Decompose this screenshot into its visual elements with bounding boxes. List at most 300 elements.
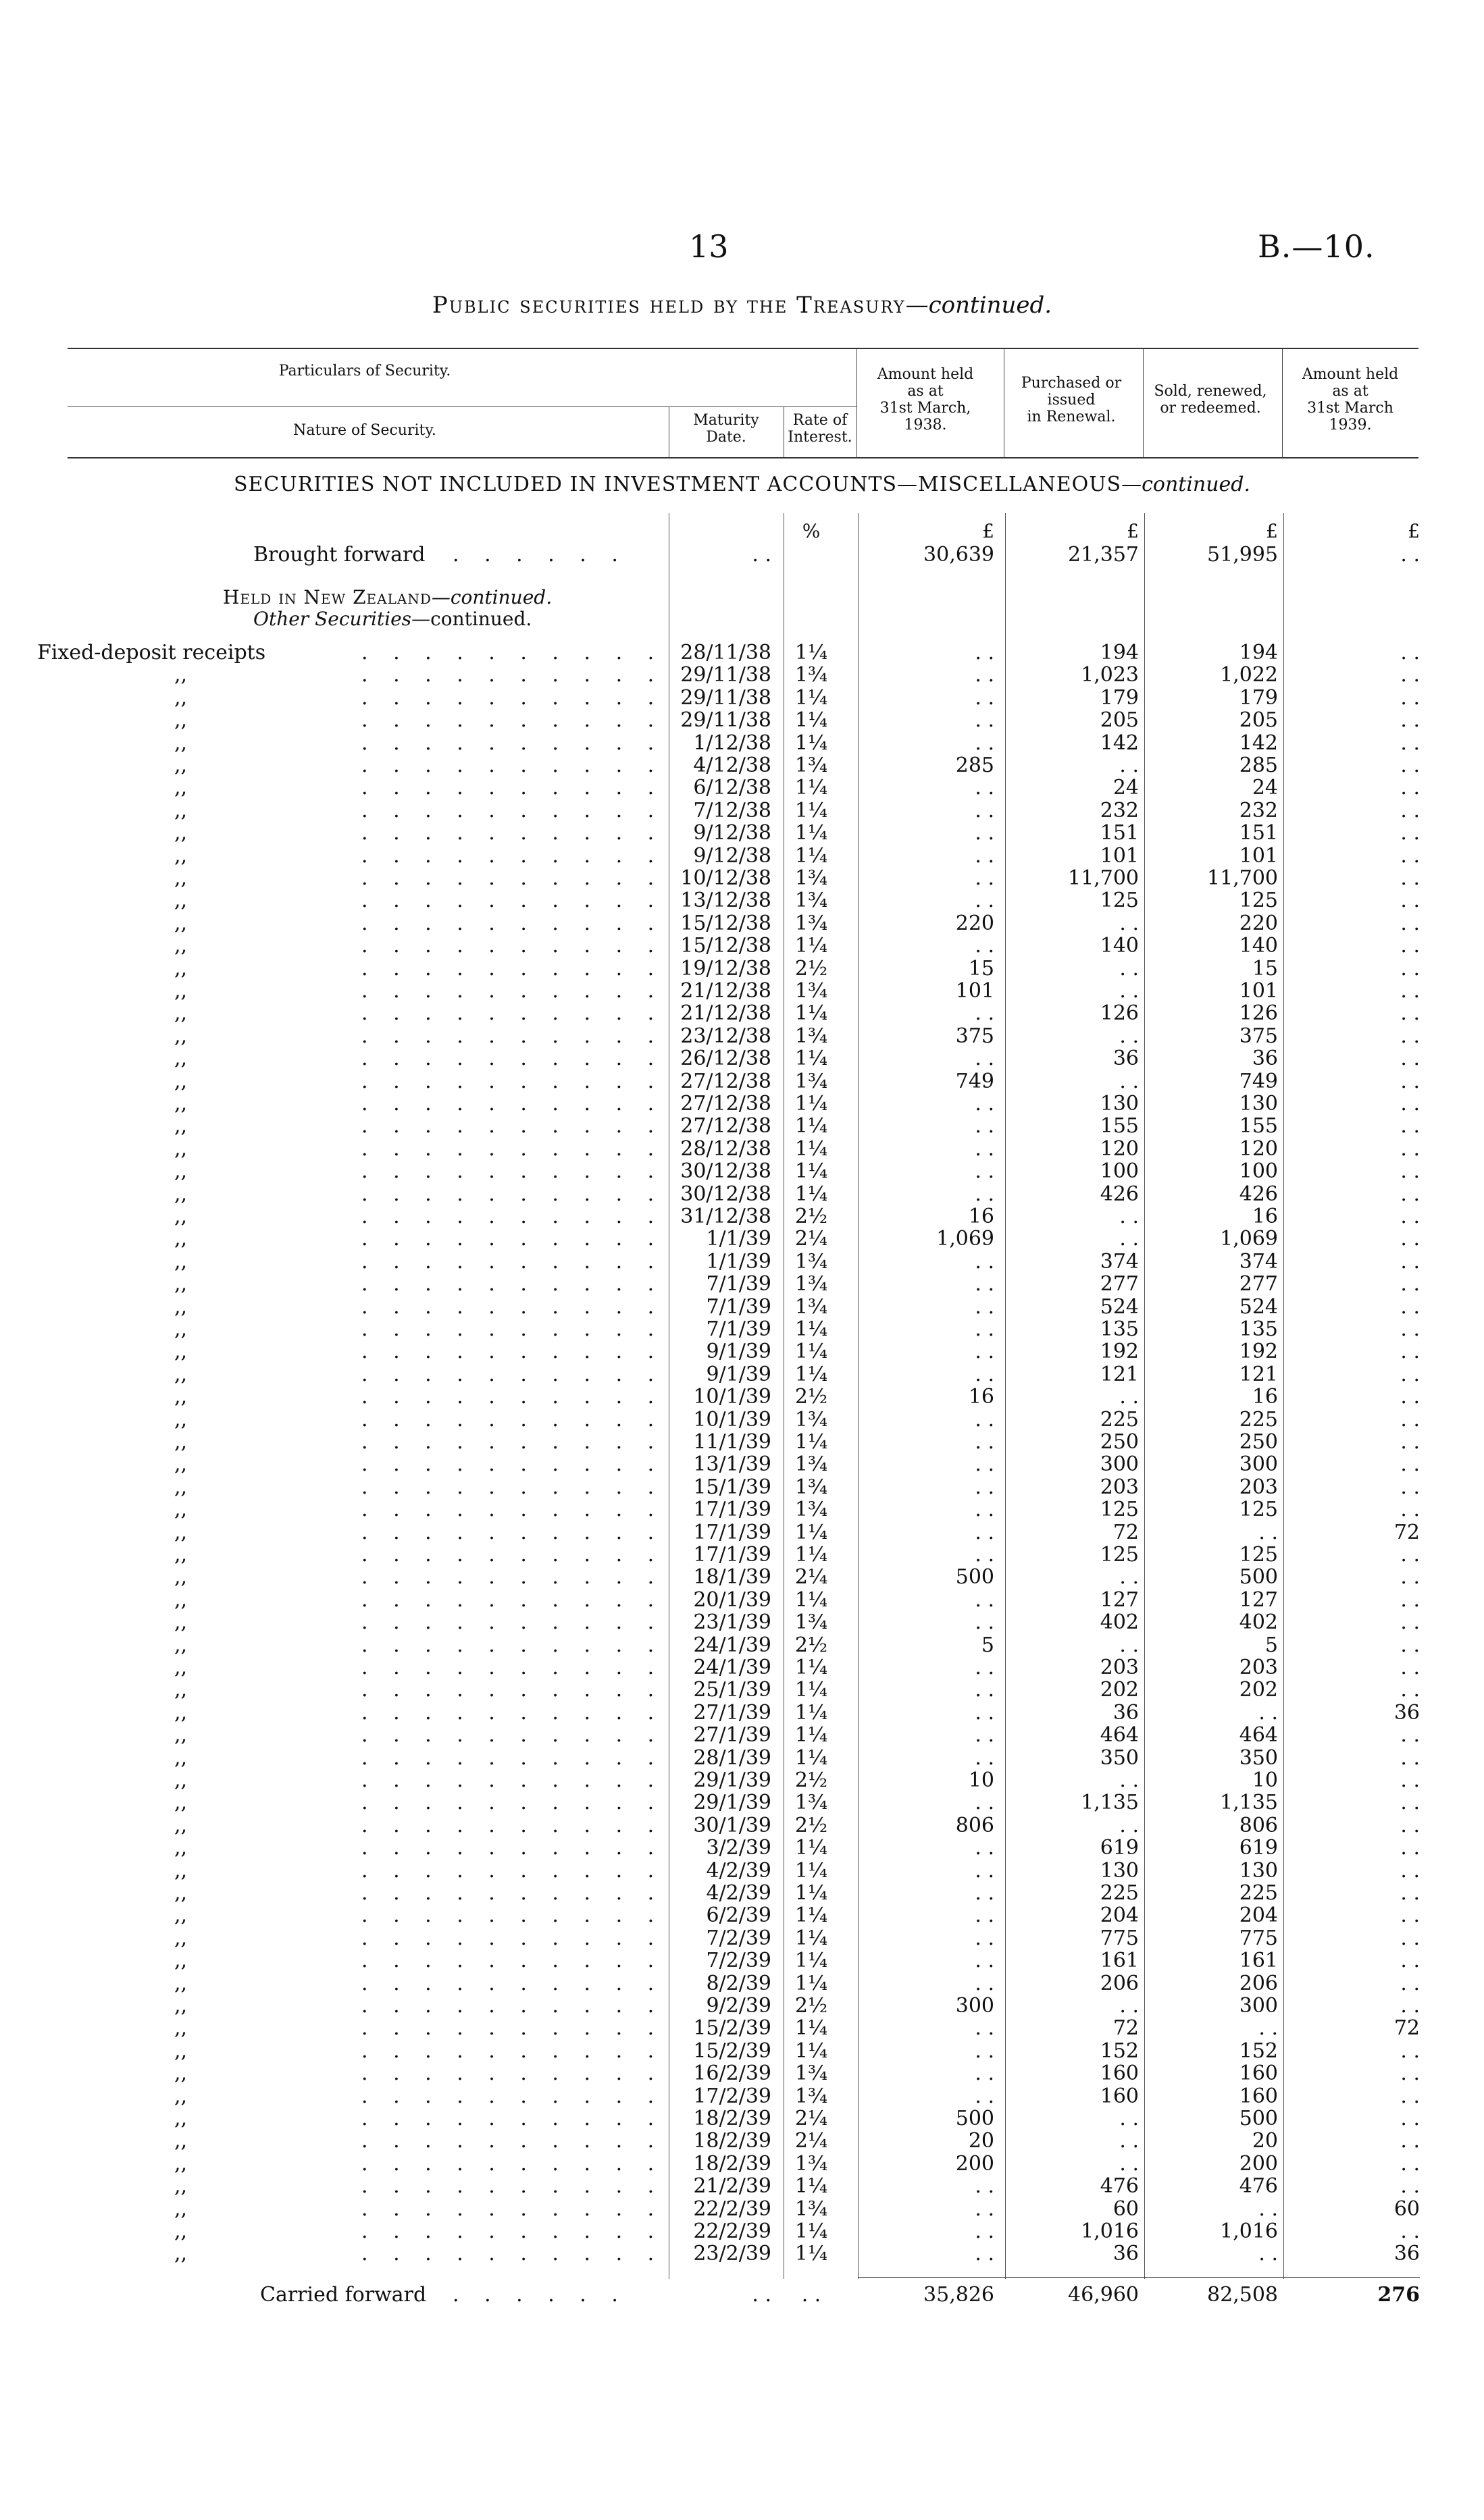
amount-held-1939: . . bbox=[1400, 2220, 1420, 2243]
amount-held-1938: . . bbox=[975, 1858, 994, 1883]
purchased-amount: . . bbox=[1119, 2151, 1139, 2176]
header-amount-1938: Amount held as at 31st March, 1938. bbox=[877, 366, 974, 434]
leader-dots: . . . . . . . . . . bbox=[361, 1904, 664, 1928]
sold-amount: . . bbox=[1258, 2016, 1278, 2041]
currency-row: % £ £ £ £ bbox=[802, 520, 1420, 542]
sold-amount: 350 bbox=[1239, 1745, 1278, 1770]
amount-held-1939: . . bbox=[1400, 1543, 1420, 1567]
maturity-date: 3/2/39 bbox=[706, 1836, 771, 1860]
table-row bbox=[0, 2040, 1484, 2062]
interest-rate: 1¾ bbox=[794, 1610, 828, 1635]
purchased-amount: . . bbox=[1119, 754, 1139, 777]
sold-amount: 250 bbox=[1239, 1430, 1278, 1454]
maturity-date: 23/2/39 bbox=[693, 2242, 771, 2266]
leader-dots: . . . . . . . . . . bbox=[361, 685, 664, 710]
purchased-amount: 205 bbox=[1100, 708, 1139, 733]
sold-amount: 126 bbox=[1239, 1001, 1278, 1026]
purchased-amount: 232 bbox=[1100, 798, 1139, 822]
amount-held-1938: . . bbox=[975, 1340, 994, 1364]
purchased-amount: 476 bbox=[1100, 2174, 1139, 2199]
purchased-amount: 125 bbox=[1100, 1498, 1139, 1522]
sold-amount: 277 bbox=[1239, 1272, 1278, 1296]
interest-rate: 1¼ bbox=[794, 1047, 828, 1071]
ditto-mark: ,, bbox=[174, 2197, 188, 2221]
maturity-date: 21/12/38 bbox=[680, 979, 771, 1003]
amount-held-1939: . . bbox=[1400, 1791, 1420, 1815]
ditto-mark: ,, bbox=[174, 1949, 188, 1973]
sold-amount: . . bbox=[1258, 1700, 1278, 1725]
leader-dots: . . . . . . . . . . bbox=[361, 1791, 664, 1815]
amount-held-1939: . . bbox=[1400, 1836, 1420, 1860]
sold-amount: 374 bbox=[1239, 1249, 1278, 1274]
sold-amount: 125 bbox=[1239, 1498, 1278, 1522]
amount-held-1938: . . bbox=[975, 2174, 994, 2199]
table-row bbox=[0, 799, 1484, 822]
amount-held-1939: . . bbox=[1400, 1114, 1420, 1138]
maturity-date: 8/2/39 bbox=[706, 1971, 771, 1995]
table-row bbox=[0, 1769, 1484, 1791]
maturity-date: 23/12/38 bbox=[680, 1024, 771, 1048]
interest-rate: 1¼ bbox=[794, 1430, 828, 1454]
purchased-amount: . . bbox=[1119, 1069, 1139, 1093]
purchased-amount: 300 bbox=[1100, 1452, 1139, 1477]
table-row bbox=[0, 1296, 1484, 1318]
ditto-mark: ,, bbox=[174, 1317, 188, 1341]
purchased-amount: 36 bbox=[1112, 1047, 1139, 1071]
amount-held-1938: . . bbox=[975, 934, 994, 958]
amount-held-1939: . . bbox=[1400, 1317, 1420, 1341]
sold-amount: 220 bbox=[1239, 911, 1278, 935]
purchased-amount: 125 bbox=[1100, 1543, 1139, 1567]
leader-dots: . . . . . . . . . . bbox=[361, 1159, 664, 1184]
sold-amount: 192 bbox=[1239, 1340, 1278, 1364]
sold-amount: 749 bbox=[1239, 1069, 1278, 1093]
sold-amount: 426 bbox=[1239, 1182, 1278, 1206]
maturity-date: 31/12/38 bbox=[680, 1205, 771, 1228]
purchased-amount: 225 bbox=[1100, 1407, 1139, 1432]
sold-amount: 206 bbox=[1239, 1971, 1278, 1995]
sold-amount: 500 bbox=[1239, 1565, 1278, 1590]
interest-rate: 1¼ bbox=[794, 1904, 828, 1928]
amount-held-1939: . . bbox=[1400, 1656, 1420, 1679]
purchased-amount: . . bbox=[1119, 1385, 1139, 1409]
leader-dots: . . . . . . . . . . bbox=[361, 776, 664, 800]
interest-rate: 2½ bbox=[794, 1813, 828, 1837]
amount-held-1939: . . bbox=[1400, 1362, 1420, 1386]
table-row bbox=[0, 1566, 1484, 1588]
purchased-amount: 179 bbox=[1100, 685, 1139, 710]
amount-held-1939: . . bbox=[1400, 1092, 1420, 1115]
maturity-date: 7/1/39 bbox=[706, 1294, 771, 1319]
header-nature: Nature of Security. bbox=[293, 422, 436, 439]
ditto-mark: ,, bbox=[174, 1385, 188, 1409]
amount-held-1939: . . bbox=[1400, 1745, 1420, 1770]
ditto-mark: ,, bbox=[174, 1362, 188, 1386]
amount-held-1939: . . bbox=[1400, 1723, 1420, 1748]
interest-rate: 1¾ bbox=[794, 1272, 828, 1296]
ditto-mark: ,, bbox=[174, 2039, 188, 2063]
maturity-date: 17/1/39 bbox=[693, 1543, 771, 1567]
table-row bbox=[0, 1634, 1484, 1656]
table-row bbox=[0, 2062, 1484, 2084]
interest-rate: 1¼ bbox=[794, 1317, 828, 1341]
interest-rate: 1¼ bbox=[794, 1520, 828, 1544]
table-row bbox=[0, 2107, 1484, 2130]
leader-dots: . . . . . . . . . . bbox=[361, 1182, 664, 1206]
maturity-date: 30/12/38 bbox=[680, 1159, 771, 1184]
table-row bbox=[0, 1882, 1484, 1904]
purchased-amount: 72 bbox=[1112, 1520, 1139, 1544]
amount-held-1938: . . bbox=[975, 1114, 994, 1138]
amount-held-1938: . . bbox=[975, 1001, 994, 1026]
amount-held-1938: . . bbox=[975, 1723, 994, 1748]
amount-held-1938: . . bbox=[975, 731, 994, 755]
sold-amount: 203 bbox=[1239, 1475, 1278, 1499]
table-row bbox=[0, 1521, 1484, 1544]
table-row bbox=[0, 1995, 1484, 2017]
leader-dots: . . . . . . . . . . bbox=[361, 1678, 664, 1702]
maturity-date: 18/1/39 bbox=[693, 1565, 771, 1590]
purchased-amount: 204 bbox=[1100, 1904, 1139, 1928]
interest-rate: 1¾ bbox=[794, 1069, 828, 1093]
maturity-date: 18/2/39 bbox=[693, 2129, 771, 2153]
amount-held-1939: . . bbox=[1400, 1205, 1420, 1228]
leader-dots: . . . . . . . . . . bbox=[361, 1340, 664, 1364]
amount-held-1939: . . bbox=[1400, 776, 1420, 800]
amount-held-1939: . . bbox=[1400, 889, 1420, 913]
table-row bbox=[0, 2220, 1484, 2242]
amount-held-1939: . . bbox=[1400, 641, 1420, 664]
ditto-mark: ,, bbox=[174, 979, 188, 1003]
leader-dots: . . . . . . . . . . bbox=[361, 1430, 664, 1454]
interest-rate: 1¾ bbox=[794, 1294, 828, 1319]
purchased-amount: . . bbox=[1119, 1205, 1139, 1228]
sold-amount: . . bbox=[1258, 2197, 1278, 2221]
leader-dots: . . . . . . . . . . bbox=[361, 956, 664, 980]
interest-rate: 1¾ bbox=[794, 889, 828, 913]
maturity-date: 29/11/38 bbox=[680, 685, 771, 710]
purchased-amount: 206 bbox=[1100, 1971, 1139, 1995]
maturity-date: 17/1/39 bbox=[693, 1520, 771, 1544]
amount-held-1938: . . bbox=[975, 1092, 994, 1115]
ditto-mark: ,, bbox=[174, 1543, 188, 1567]
table-row bbox=[0, 2198, 1484, 2220]
amount-held-1938: . . bbox=[975, 1700, 994, 1725]
maturity-date: 18/2/39 bbox=[693, 2151, 771, 2176]
amount-held-1939: . . bbox=[1400, 1949, 1420, 1973]
ditto-mark: ,, bbox=[174, 1768, 188, 1792]
amount-held-1939: . . bbox=[1400, 956, 1420, 980]
maturity-date: 7/2/39 bbox=[706, 1926, 771, 1950]
purchased-amount: 464 bbox=[1100, 1723, 1139, 1748]
amount-held-1939: . . bbox=[1400, 1430, 1420, 1454]
interest-rate: 1¾ bbox=[794, 754, 828, 777]
ditto-mark: ,, bbox=[174, 889, 188, 913]
ditto-mark: ,, bbox=[174, 2062, 188, 2086]
leader-dots: . . . . . . . . . . bbox=[361, 1092, 664, 1115]
leader-dots: . . . . . . . . . . bbox=[361, 1001, 664, 1026]
ditto-mark: ,, bbox=[174, 2174, 188, 2199]
purchased-amount: . . bbox=[1119, 956, 1139, 980]
ditto-mark: ,, bbox=[174, 2084, 188, 2108]
maturity-date: 15/2/39 bbox=[693, 2016, 771, 2041]
interest-rate: 1¼ bbox=[794, 1723, 828, 1748]
table-row bbox=[0, 822, 1484, 844]
sold-amount: 130 bbox=[1239, 1092, 1278, 1115]
purchased-amount: . . bbox=[1119, 911, 1139, 935]
purchased-amount: 203 bbox=[1100, 1656, 1139, 1679]
amount-held-1938: . . bbox=[975, 1294, 994, 1319]
purchased-amount: 100 bbox=[1100, 1159, 1139, 1184]
interest-rate: 1¼ bbox=[794, 2242, 828, 2266]
purchased-amount: 775 bbox=[1100, 1926, 1139, 1950]
leader-dots: . . . . . . . . . . bbox=[361, 1610, 664, 1635]
purchased-amount: . . bbox=[1119, 1994, 1139, 2018]
table-row bbox=[0, 957, 1484, 980]
table-row bbox=[0, 1431, 1484, 1453]
leader-dots: . . . . . . . . . . bbox=[361, 731, 664, 755]
amount-held-1938: . . bbox=[975, 1904, 994, 1928]
amount-held-1938: . . bbox=[975, 798, 994, 822]
amount-held-1938: . . bbox=[975, 866, 994, 890]
amount-held-1939: . . bbox=[1400, 866, 1420, 890]
leader-dots: . . . . . . . . . . bbox=[361, 1272, 664, 1296]
interest-rate: 2¼ bbox=[794, 1565, 828, 1590]
sold-amount: 1,069 bbox=[1220, 1227, 1278, 1251]
table-row bbox=[0, 1340, 1484, 1363]
purchased-amount: 125 bbox=[1100, 889, 1139, 913]
ditto-mark: ,, bbox=[174, 731, 188, 755]
leader-dots: . . . . . . . . . . bbox=[361, 2220, 664, 2243]
sold-amount: 225 bbox=[1239, 1881, 1278, 1905]
sold-amount: 205 bbox=[1239, 708, 1278, 733]
sold-amount: 806 bbox=[1239, 1813, 1278, 1837]
interest-rate: 2½ bbox=[794, 1385, 828, 1409]
purchased-amount: 1,023 bbox=[1081, 663, 1139, 687]
amount-held-1938: 285 bbox=[955, 754, 994, 777]
amount-held-1938: . . bbox=[975, 1926, 994, 1950]
amount-held-1939: . . bbox=[1400, 1633, 1420, 1657]
leader-dots: . . . . . . . . . . bbox=[361, 1926, 664, 1950]
ditto-mark: ,, bbox=[174, 1723, 188, 1748]
interest-rate: 1¼ bbox=[794, 1881, 828, 1905]
amount-held-1938: 5 bbox=[981, 1633, 994, 1657]
interest-rate: 1¾ bbox=[794, 2197, 828, 2221]
header-sold: Sold, renewed, or redeemed. bbox=[1154, 383, 1267, 417]
leader-dots: . . . . . . . . . . bbox=[361, 2197, 664, 2221]
maturity-date: 16/2/39 bbox=[693, 2062, 771, 2086]
sold-amount: 24 bbox=[1252, 776, 1278, 800]
ditto-mark: ,, bbox=[174, 2129, 188, 2153]
table-row bbox=[0, 1860, 1484, 1882]
table-row bbox=[0, 912, 1484, 935]
leader-dots: . . . . . . . . . . bbox=[361, 1047, 664, 1071]
amount-held-1939: . . bbox=[1400, 731, 1420, 755]
purchased-amount: 155 bbox=[1100, 1114, 1139, 1138]
amount-held-1938: . . bbox=[975, 685, 994, 710]
ditto-mark: ,, bbox=[174, 1836, 188, 1860]
leader-dots: . . . . . . . . . . bbox=[361, 2174, 664, 2199]
amount-held-1938: . . bbox=[975, 2084, 994, 2108]
table-row bbox=[0, 1702, 1484, 1724]
ditto-mark: ,, bbox=[174, 754, 188, 777]
maturity-date: 7/1/39 bbox=[706, 1272, 771, 1296]
leader-dots: . . . . . . . . . . bbox=[361, 2084, 664, 2108]
amount-held-1939: . . bbox=[1400, 1407, 1420, 1432]
table-row bbox=[0, 1589, 1484, 1611]
interest-rate: 2¼ bbox=[794, 2129, 828, 2153]
leader-dots: . . . . . . . . . . bbox=[361, 979, 664, 1003]
sold-amount: 130 bbox=[1239, 1858, 1278, 1883]
ditto-mark: ,, bbox=[174, 708, 188, 733]
ditto-mark: ,, bbox=[174, 776, 188, 800]
amount-held-1938: 16 bbox=[968, 1205, 994, 1228]
amount-held-1939: . . bbox=[1400, 2039, 1420, 2063]
purchased-amount: 160 bbox=[1100, 2084, 1139, 2108]
amount-held-1938: 101 bbox=[955, 979, 994, 1003]
purchased-amount: 402 bbox=[1100, 1610, 1139, 1635]
table-header bbox=[68, 348, 1418, 458]
interest-rate: 1¼ bbox=[794, 1136, 828, 1161]
table-row bbox=[0, 1791, 1484, 1814]
interest-rate: 1¼ bbox=[794, 843, 828, 868]
amount-held-1938: . . bbox=[975, 1678, 994, 1702]
interest-rate: 1¼ bbox=[794, 1971, 828, 1995]
header-maturity: Maturity Date. bbox=[693, 412, 759, 446]
amount-held-1938: . . bbox=[975, 2062, 994, 2086]
ditto-mark: ,, bbox=[174, 1430, 188, 1454]
ditto-mark: ,, bbox=[174, 1272, 188, 1296]
maturity-date: 18/2/39 bbox=[693, 2107, 771, 2130]
maturity-date: 15/12/38 bbox=[680, 911, 771, 935]
ditto-mark: ,, bbox=[174, 1092, 188, 1115]
table-row bbox=[0, 1724, 1484, 1746]
amount-held-1938: . . bbox=[975, 1272, 994, 1296]
sold-amount: 36 bbox=[1252, 1047, 1278, 1071]
interest-rate: 2¼ bbox=[794, 1227, 828, 1251]
interest-rate: 1¼ bbox=[794, 1114, 828, 1138]
amount-held-1939: . . bbox=[1400, 2107, 1420, 2130]
sold-amount: 160 bbox=[1239, 2084, 1278, 2108]
interest-rate: 1¼ bbox=[794, 2174, 828, 2199]
maturity-date: 9/1/39 bbox=[706, 1340, 771, 1364]
section-title: SECURITIES NOT INCLUDED IN INVESTMENT ACCOUNTS—MISCELLANEOUS—continued. bbox=[233, 473, 1251, 496]
sold-amount: 160 bbox=[1239, 2062, 1278, 2086]
interest-rate: 1¼ bbox=[794, 731, 828, 755]
amount-held-1939: . . bbox=[1400, 911, 1420, 935]
maturity-date: 13/12/38 bbox=[680, 889, 771, 913]
sold-amount: 232 bbox=[1239, 798, 1278, 822]
amount-held-1939: . . bbox=[1400, 2174, 1420, 2199]
sold-amount: 476 bbox=[1239, 2174, 1278, 2199]
maturity-date: 4/12/38 bbox=[693, 754, 771, 777]
leader-dots: . . . . . . . . . . bbox=[361, 1768, 664, 1792]
sold-amount: 120 bbox=[1239, 1136, 1278, 1161]
sold-amount: 619 bbox=[1239, 1836, 1278, 1860]
interest-rate: 1¼ bbox=[794, 2220, 828, 2243]
maturity-date: 13/1/39 bbox=[693, 1452, 771, 1477]
maturity-date: 17/2/39 bbox=[693, 2084, 771, 2108]
table-row bbox=[0, 709, 1484, 731]
ditto-mark: ,, bbox=[174, 1881, 188, 1905]
purchased-amount: 192 bbox=[1100, 1340, 1139, 1364]
interest-rate: 2½ bbox=[794, 1768, 828, 1792]
interest-rate: 1¾ bbox=[794, 1249, 828, 1274]
leader-dots: . . . . . . . . . . bbox=[361, 1745, 664, 1770]
ditto-mark: ,, bbox=[174, 1678, 188, 1702]
ditto-mark: ,, bbox=[174, 1656, 188, 1679]
amount-held-1938: . . bbox=[975, 1881, 994, 1905]
maturity-date: 27/12/38 bbox=[680, 1114, 771, 1138]
amount-held-1939: 36 bbox=[1393, 1700, 1420, 1725]
sold-amount: 225 bbox=[1239, 1407, 1278, 1432]
leader-dots: . . . . . . . . . . bbox=[361, 1249, 664, 1274]
purchased-amount: 140 bbox=[1100, 934, 1139, 958]
amount-held-1939: . . bbox=[1400, 934, 1420, 958]
maturity-date: 4/2/39 bbox=[706, 1881, 771, 1905]
ditto-mark: ,, bbox=[174, 2220, 188, 2243]
ditto-mark: ,, bbox=[174, 934, 188, 958]
amount-held-1938: . . bbox=[975, 1407, 994, 1432]
leader-dots: . . . . . . . . . . bbox=[361, 2107, 664, 2130]
table-row bbox=[0, 1498, 1484, 1521]
interest-rate: 1¼ bbox=[794, 1656, 828, 1679]
interest-rate: 1¾ bbox=[794, 2151, 828, 2176]
interest-rate: 1¼ bbox=[794, 1340, 828, 1364]
other-securities-heading: Other Securities—continued. bbox=[253, 608, 532, 630]
maturity-date: 29/11/38 bbox=[680, 663, 771, 687]
page-title bbox=[0, 292, 1484, 319]
amount-held-1938: . . bbox=[975, 1182, 994, 1206]
ditto-mark: ,, bbox=[174, 1813, 188, 1837]
sold-amount: 135 bbox=[1239, 1317, 1278, 1341]
amount-held-1939: . . bbox=[1400, 754, 1420, 777]
leader-dots: . . . . . . . . . . bbox=[361, 754, 664, 777]
maturity-date: 22/2/39 bbox=[693, 2197, 771, 2221]
maturity-date: 10/1/39 bbox=[693, 1385, 771, 1409]
purchased-amount: 135 bbox=[1100, 1317, 1139, 1341]
table-row bbox=[0, 1386, 1484, 1408]
amount-held-1938: . . bbox=[975, 2242, 994, 2266]
maturity-date: 19/12/38 bbox=[680, 956, 771, 980]
table-row bbox=[0, 1251, 1484, 1273]
amount-held-1939: . . bbox=[1400, 1001, 1420, 1026]
amount-held-1938: 806 bbox=[955, 1813, 994, 1837]
sold-amount: 155 bbox=[1239, 1114, 1278, 1138]
table-row bbox=[0, 1025, 1484, 1047]
leader-dots: . . . . . . . . . . bbox=[361, 663, 664, 687]
interest-rate: 1¼ bbox=[794, 1700, 828, 1725]
purchased-amount: 152 bbox=[1100, 2039, 1139, 2063]
table-row bbox=[0, 1047, 1484, 1070]
ditto-mark: ,, bbox=[174, 663, 188, 687]
interest-rate: 1¾ bbox=[794, 1791, 828, 1815]
purchased-amount: 130 bbox=[1100, 1858, 1139, 1883]
table-row bbox=[0, 1093, 1484, 1115]
maturity-date: 22/2/39 bbox=[693, 2220, 771, 2243]
maturity-date: 29/11/38 bbox=[680, 708, 771, 733]
maturity-date: 25/1/39 bbox=[693, 1678, 771, 1702]
amount-held-1938: . . bbox=[975, 1452, 994, 1477]
maturity-date: 4/2/39 bbox=[706, 1858, 771, 1883]
interest-rate: 1¼ bbox=[794, 2016, 828, 2041]
amount-held-1938: . . bbox=[975, 1745, 994, 1770]
ditto-mark: ,, bbox=[174, 1791, 188, 1815]
purchased-amount: 524 bbox=[1100, 1294, 1139, 1319]
maturity-date: 1/12/38 bbox=[693, 731, 771, 755]
purchased-amount: 60 bbox=[1112, 2197, 1139, 2221]
purchased-amount: 426 bbox=[1100, 1182, 1139, 1206]
